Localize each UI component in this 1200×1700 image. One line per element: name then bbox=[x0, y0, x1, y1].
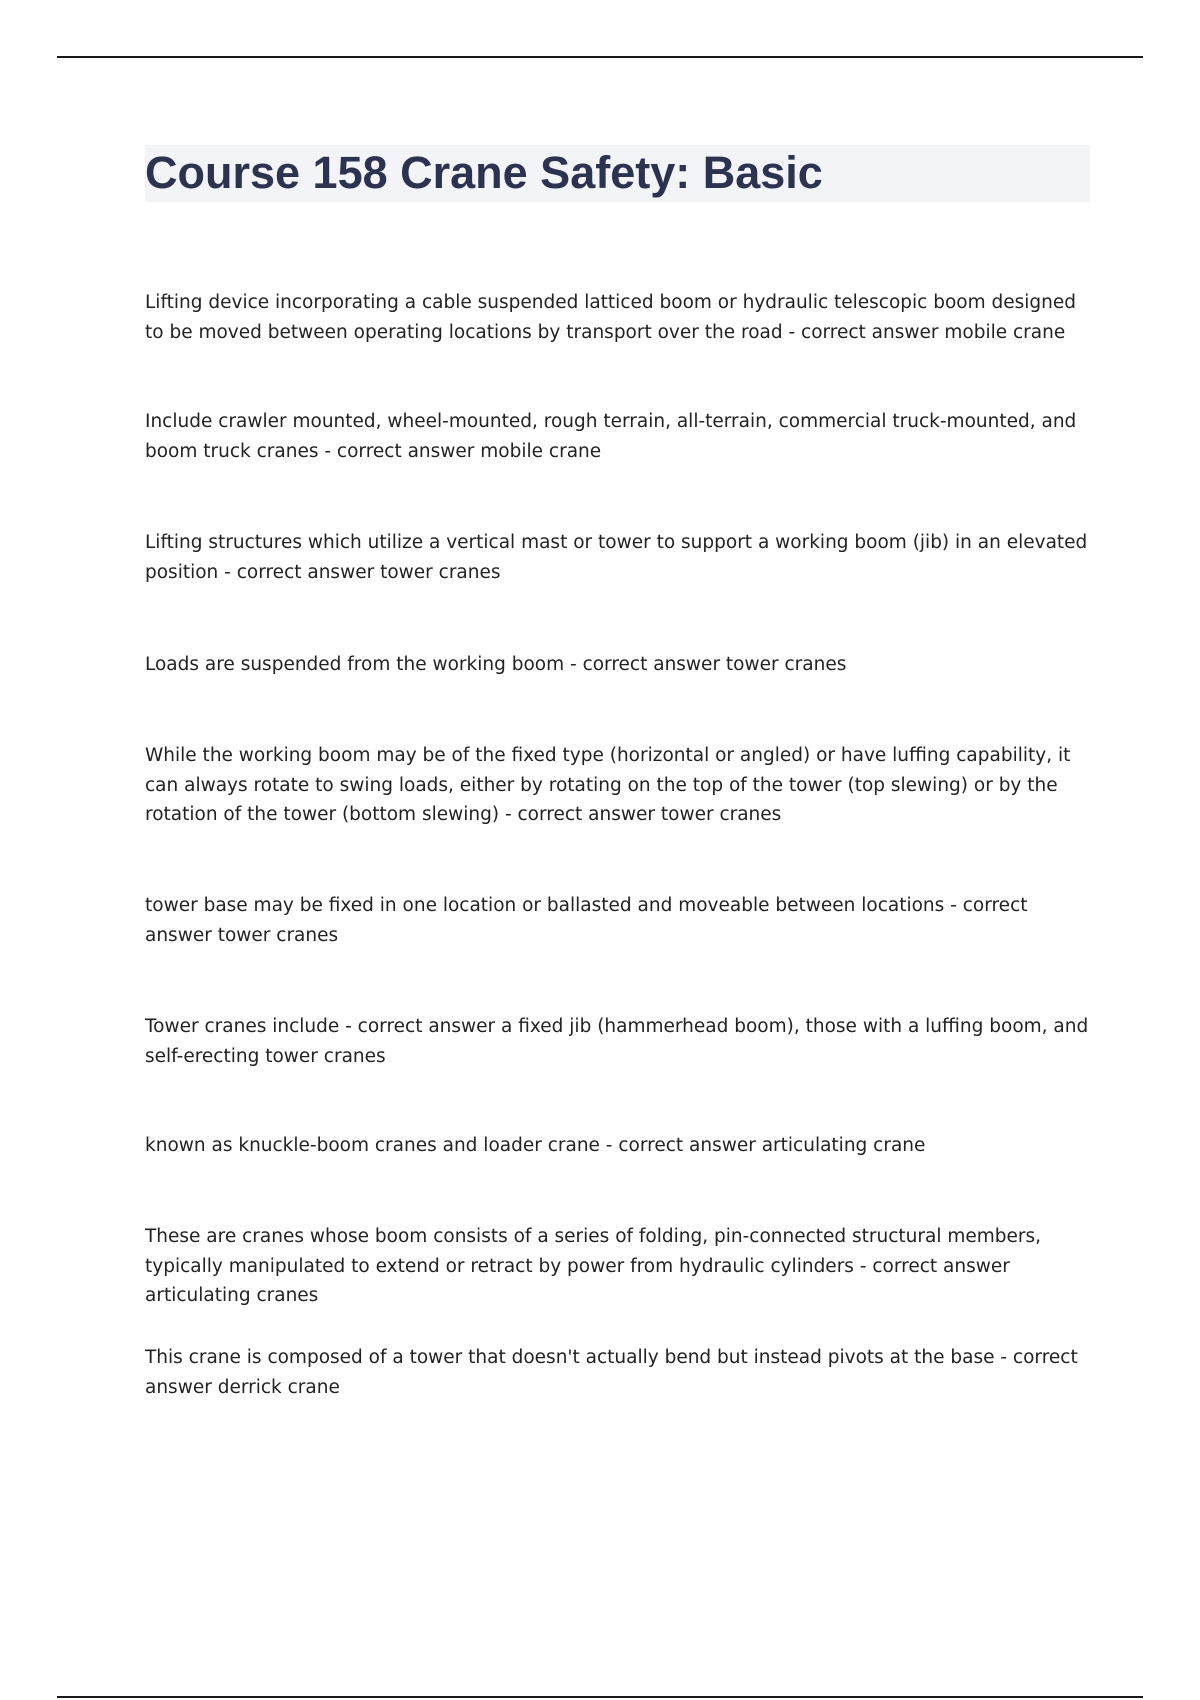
page-title: Course 158 Crane Safety: Basic bbox=[145, 147, 823, 198]
qa-entry-3: Lifting structures which utilize a vertical mast or tower to support a working boom (jib) in an elevated position - correct answer tower cranes bbox=[145, 532, 1088, 583]
qa-entry-4: Loads are suspended from the working boom - correct answer tower cranes bbox=[145, 654, 847, 675]
top-rule bbox=[57, 56, 1143, 58]
qa-entry-2: Include crawler mounted, wheel-mounted, rough terrain, all-terrain, commercial truck-mounted, and boom truck cranes - correct answer mobile crane bbox=[145, 411, 1077, 462]
qa-entry-1: Lifting device incorporating a cable suspended latticed boom or hydraulic telescopic boom designed to be moved between operating locations by transport over the road - correct answer mobile crane bbox=[145, 292, 1077, 343]
qa-entry-9: These are cranes whose boom consists of a series of folding, pin-connected structural members, typically manipulated to extend or retract by power from hydraulic cylinders - correct answer articulating cranes bbox=[145, 1226, 1042, 1306]
qa-entry-10: This crane is composed of a tower that doesn't actually bend but instead pivots at the base - correct answer derrick crane bbox=[145, 1347, 1078, 1398]
qa-entry-8: known as knuckle-boom cranes and loader crane - correct answer articulating crane bbox=[145, 1135, 926, 1156]
bottom-rule bbox=[57, 1696, 1143, 1698]
qa-entry-5: While the working boom may be of the fixed type (horizontal or angled) or have luffing capability, it can always rotate to swing loads, either by rotating on the top of the tower (top slewing) or by the rotation of the tower (bottom slewing) - correct answer tower cranes bbox=[145, 745, 1071, 825]
qa-entry-7: Tower cranes include - correct answer a fixed jib (hammerhead boom), those with a luffing boom, and self-erecting tower cranes bbox=[145, 1016, 1089, 1067]
qa-entry-6: tower base may be fixed in one location or ballasted and moveable between locations - correct answer tower cranes bbox=[145, 895, 1028, 946]
